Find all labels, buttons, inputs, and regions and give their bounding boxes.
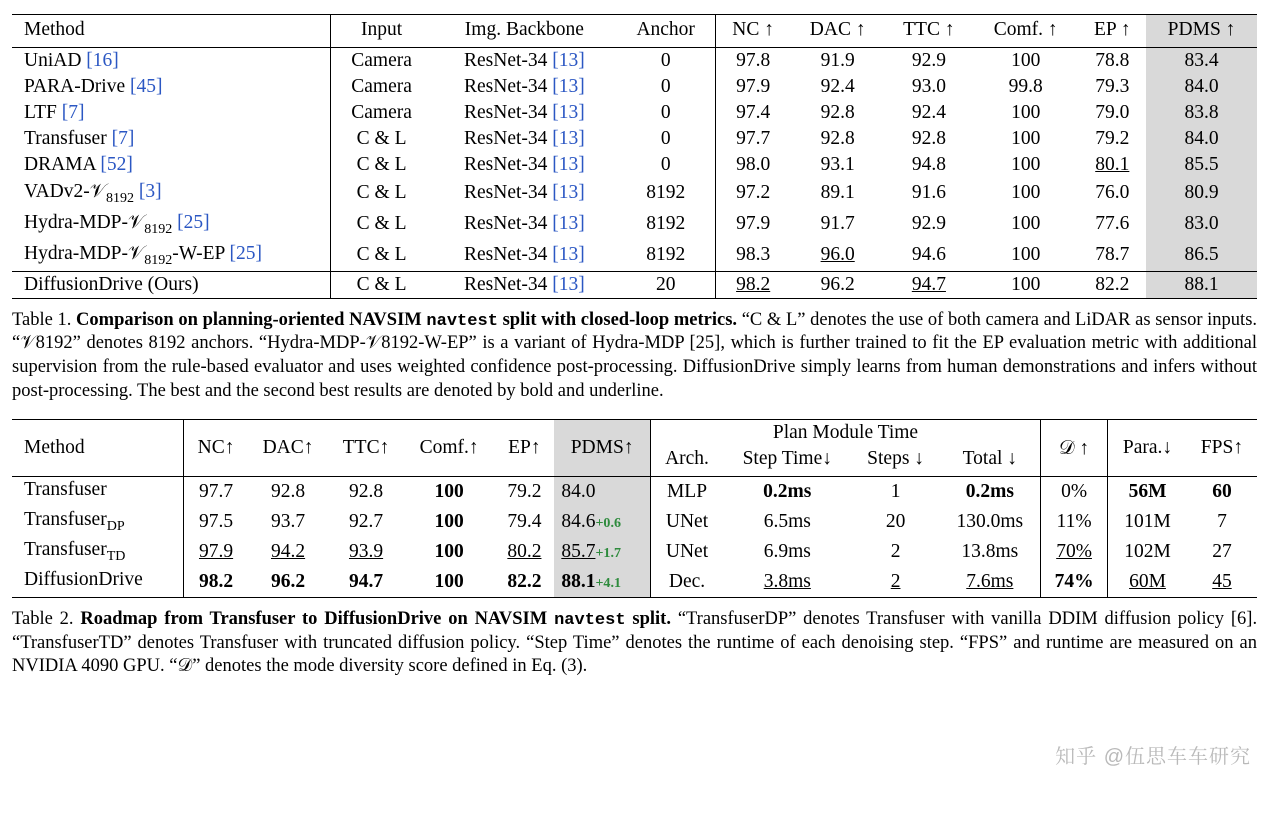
table-1-header-input: Input <box>331 15 433 48</box>
table-2-cell-ttc: 93.9 <box>348 541 384 563</box>
table-1-cell-anchor: 0 <box>617 48 716 75</box>
table-2-cell-nc: 97.5 <box>184 507 248 537</box>
table-1-cell-nc: 97.9 <box>715 74 790 100</box>
table-2-cell-diversity: 0% <box>1041 477 1108 507</box>
table-1-cell-method <box>12 74 331 100</box>
table-2-cell-ep: 79.4 <box>507 511 542 533</box>
table-2-cell-total: 130.0ms <box>956 511 1024 533</box>
table-1-cell-anchor: 0 <box>660 128 671 149</box>
table-1-cell-dac: 93.1 <box>820 154 855 175</box>
watermark: 知乎 @伍思车车研究 <box>1055 746 1251 768</box>
table-2-cell-para: 101M <box>1108 507 1187 537</box>
table-1-cell-ep: 82.2 <box>1078 271 1146 298</box>
table-1-cell-input: C & L <box>331 209 433 240</box>
table-2-cell-pdms: 84.0 <box>554 477 650 507</box>
method-name: PARA-Drive <box>24 76 126 97</box>
table-1-cell-input: Camera <box>331 74 433 100</box>
table-1-cell-ep: 80.1 <box>1095 154 1130 175</box>
table-1-cell-nc: 97.7 <box>715 126 790 152</box>
table-2-cell-dac: 93.7 <box>270 511 306 533</box>
method-name: LTF <box>24 102 57 123</box>
table-1-cell-backbone: ResNet-34 [13] <box>463 182 585 204</box>
table-2-cell-steps: 20 <box>885 511 906 533</box>
citation-ref[interactable]: [25] <box>177 211 210 233</box>
table-1-cell-backbone: ResNet-34 [13] <box>432 240 617 271</box>
table-1-cell-ttc: 94.8 <box>911 154 946 175</box>
table-2-cell-para: 56M <box>1108 477 1187 507</box>
table-1-cell-backbone: ResNet-34 [13] <box>463 76 585 97</box>
table-2-header-nc: NC↑ <box>184 420 248 477</box>
table-row <box>12 152 1257 178</box>
table-1-cell-anchor: 8192 <box>646 182 686 204</box>
table-1-header-ttc: TTC ↑ <box>885 15 973 48</box>
table-2-cell-step-time: 0.2ms <box>723 477 852 507</box>
table-2-header-step-time: Step Time↓ <box>742 448 832 470</box>
table-2-cell-pdms: 88.1+4.1 <box>554 567 650 597</box>
table-2-cell-total: 7.6ms <box>940 567 1041 597</box>
table-2-header-dac: DAC↑ <box>248 420 329 477</box>
table-1-cell-pdms: 80.9 <box>1146 178 1257 209</box>
table-1-cell-nc: 97.4 <box>715 100 790 126</box>
table-1-cell-backbone: ResNet-34 [13] <box>463 154 585 175</box>
table-1-cell-nc: 98.2 <box>715 271 790 298</box>
table-1-cell-dac: 92.4 <box>820 76 855 97</box>
table-2-cell-total: 13.8ms <box>961 541 1019 563</box>
caption-label: Table 1. <box>12 309 72 330</box>
citation-ref[interactable]: [13] <box>552 244 585 266</box>
table-1-cell-ttc: 94.6 <box>885 240 973 271</box>
caption-title-mono: navtest <box>554 611 626 631</box>
table-2-cell-pdms: 85.7+1.7 <box>554 537 650 567</box>
table-2-header-arch: Arch. <box>650 446 723 477</box>
table-1-cell-input: C & L <box>331 126 433 152</box>
table-2-cell-comf: 100 <box>434 541 464 563</box>
table-2-cell-comf: 100 <box>404 477 495 507</box>
table-1 <box>12 14 1257 299</box>
table-1-cell-dac: 96.2 <box>791 271 885 298</box>
citation-ref[interactable]: [13] <box>552 76 585 97</box>
table-row <box>12 240 1257 271</box>
table-row <box>12 537 1257 567</box>
table-1-cell-pdms: 84.0 <box>1146 74 1257 100</box>
table-2-cell-fps: 7 <box>1217 511 1227 533</box>
table-1-cell-pdms: 83.0 <box>1146 209 1257 240</box>
table-1-cell-backbone: ResNet-34 [13] <box>463 128 585 149</box>
table-2-header-total: Total ↓ <box>962 448 1018 470</box>
table-1-cell-ep: 77.6 <box>1095 213 1130 235</box>
method-name: Hydra-MDP-𝒱 <box>24 211 145 233</box>
table-1-cell-dac: 92.8 <box>820 102 855 123</box>
citation-ref[interactable]: [7] <box>111 128 135 149</box>
citation-ref[interactable]: [13] <box>552 154 585 175</box>
method-suffix: -W-EP <box>172 242 225 264</box>
method-name: VADv2-𝒱 <box>24 181 106 202</box>
table-row <box>12 48 1257 75</box>
table-2-cell-arch: MLP <box>650 477 723 507</box>
table-2-cell-diversity: 11% <box>1041 507 1108 537</box>
table-1-cell-comf: 100 <box>1011 154 1041 175</box>
table-row <box>12 74 1257 100</box>
caption-title-mono: navtest <box>426 311 498 331</box>
table-2-cell-ttc: 92.7 <box>348 511 384 533</box>
table-2-caption <box>12 608 1257 679</box>
table-2-cell-arch: UNet <box>650 537 723 567</box>
table-1-cell-dac: 92.8 <box>820 128 855 149</box>
table-2-header-diversity: 𝒟 ↑ <box>1041 420 1108 477</box>
citation-ref[interactable]: [13] <box>552 273 585 295</box>
table-1-cell-backbone: ResNet-34 [13] <box>463 213 585 235</box>
table-row <box>12 100 1257 126</box>
caption-body: “C & L” denotes the use of both camera and LiDAR as sensor inputs. “𝒱8192” denotes 8192 anchors. “Hydra-MDP-𝒱8192-W-EP” is a variant of Hydra-MDP [25], which is further trained to fit the EP evaluation metric with additional supervision from the rule-based evaluator and uses weighted confidence post-processing. DiffusionDrive simply learns from human demonstrations and infers without post-processing. The best and the second best results are denoted by bold and underline. <box>12 309 1258 401</box>
table-2-cell-fps: 45 <box>1187 567 1257 597</box>
caption-label: Table 2. <box>12 609 74 630</box>
table-2-cell-diversity: 74% <box>1041 567 1108 597</box>
citation-ref[interactable]: [52] <box>100 154 133 175</box>
table-2-cell-method: DiffusionDrive <box>12 567 184 597</box>
table-1-final-row <box>12 271 1257 298</box>
table-2-cell-method: Transfuser$_{DP}$ <box>24 509 125 535</box>
table-1-cell-pdms: 88.1 <box>1146 271 1257 298</box>
table-1-cell-nc: 98.0 <box>715 152 790 178</box>
table-1-cell-comf: 100 <box>1011 182 1041 204</box>
table-2-cell-para: 102M <box>1108 537 1187 567</box>
table-1-cell-pdms: 84.0 <box>1146 126 1257 152</box>
table-row <box>12 209 1257 240</box>
citation-ref[interactable]: [13] <box>552 182 585 204</box>
table-1-cell-backbone: ResNet-34 [13] <box>432 48 617 75</box>
table-2-cell-ep: 82.2 <box>495 567 555 597</box>
table-1-cell-ttc: 91.6 <box>911 182 946 204</box>
method-subscript: 8192 <box>144 220 173 237</box>
caption-body: “TransfuserDP” denotes Transfuser with vanilla DDIM diffusion policy [6]. “TransfuserTD” denotes Transfuser with truncated diffusion policy. “Step Time” denotes the runtime of each denoising step. “FPS” and runtime are measured on an NVIDIA 4090 GPU. “𝒟” denotes the mode diversity score defined in Eq. (3). <box>12 609 1258 677</box>
table-2-cell-step-time: 6.5ms <box>763 511 811 533</box>
table-1-cell-anchor: 0 <box>660 102 671 123</box>
table-row <box>12 178 1257 209</box>
table-1-cell-comf: 100 <box>973 48 1079 75</box>
table-1-header-method: Method <box>12 15 331 48</box>
citation-ref[interactable]: [13] <box>552 213 585 235</box>
table-1-cell-method <box>12 48 331 75</box>
table-1-cell-ep: 78.7 <box>1078 240 1146 271</box>
table-1-cell-ep: 76.0 <box>1095 182 1130 204</box>
table-2-cell-step-time: 6.9ms <box>763 541 811 563</box>
table-2-cell-ep: 79.2 <box>495 477 555 507</box>
caption-title-a: Comparison on planning-oriented NAVSIM <box>76 309 422 330</box>
table-2-body <box>12 420 1257 598</box>
table-1-cell-anchor: 0 <box>660 154 671 175</box>
table-2-header-fps: FPS↑ <box>1187 420 1257 477</box>
table-2-cell-step-time: 3.8ms <box>723 567 852 597</box>
method-name: Transfuser <box>24 128 107 149</box>
method-name: UniAD <box>24 50 82 71</box>
table-2-header-ttc: TTC↑ <box>328 420 403 477</box>
caption-title-a: Roadmap from Transfuser to DiffusionDrive on NAVSIM <box>80 609 548 630</box>
table-1-body <box>12 15 1257 299</box>
table-1-cell-anchor: 20 <box>617 271 716 298</box>
table-1-cell-ep: 78.8 <box>1078 48 1146 75</box>
table-2-cell-comf: 100 <box>404 567 495 597</box>
table-1-cell-input: C & L <box>331 240 433 271</box>
table-1-cell-ttc: 94.7 <box>885 271 973 298</box>
table-1-cell-nc: 97.2 <box>715 178 790 209</box>
table-1-cell-backbone: ResNet-34 [13] <box>463 102 585 123</box>
table-1-cell-nc: 97.9 <box>715 209 790 240</box>
citation-ref[interactable]: [45] <box>130 76 163 97</box>
table-2 <box>12 419 1257 598</box>
table-2-cell-dac: 94.2 <box>270 541 306 563</box>
table-2-header-comf: Comf.↑ <box>404 420 495 477</box>
table-1-cell-method <box>12 152 331 178</box>
table-1-header-pdms: PDMS ↑ <box>1146 15 1257 48</box>
table-1-cell-anchor: 0 <box>660 76 671 97</box>
table-1-cell-comf: 100 <box>973 271 1079 298</box>
caption-title-b: split. <box>632 609 671 630</box>
table-1-cell-pdms: 85.5 <box>1146 152 1257 178</box>
table-1-cell-input: C & L <box>331 178 433 209</box>
citation-ref[interactable]: [13] <box>552 50 585 71</box>
citation-ref[interactable]: [13] <box>552 102 585 123</box>
table-1-cell-backbone: ResNet-34 [13] <box>432 271 617 298</box>
table-2-header-steps: Steps ↓ <box>867 448 925 470</box>
table-2-cell-arch: Dec. <box>650 567 723 597</box>
table-2-cell-steps: 2 <box>890 541 901 563</box>
table-2-group-header-row <box>12 420 1257 447</box>
table-2-cell-fps: 60 <box>1187 477 1257 507</box>
table-2-cell-fps: 27 <box>1212 541 1232 563</box>
table-1-cell-nc: 97.8 <box>715 48 790 75</box>
table-1-cell-method <box>12 209 331 240</box>
table-1-cell-method <box>12 126 331 152</box>
table-1-header-anchor: Anchor <box>617 15 716 48</box>
table-1-cell-dac: 89.1 <box>820 182 855 204</box>
table-2-cell-nc: 97.7 <box>184 477 248 507</box>
table-1-cell-ep: 79.2 <box>1095 128 1130 149</box>
citation-ref[interactable]: [7] <box>61 102 85 123</box>
table-1-cell-pdms: 86.5 <box>1146 240 1257 271</box>
table-1-cell-comf: 99.8 <box>1008 76 1043 97</box>
table-2-header-plan-module-time: Plan Module Time <box>650 420 1040 447</box>
table-2-cell-dac: 96.2 <box>248 567 329 597</box>
table-1-cell-ttc: 92.4 <box>911 102 946 123</box>
table-1-cell-ttc: 92.8 <box>911 128 946 149</box>
table-1-caption <box>12 309 1257 404</box>
method-subscript: 8192 <box>105 189 135 206</box>
table-1-cell-input: Camera <box>331 48 433 75</box>
table-1-cell-comf: 100 <box>1011 102 1041 123</box>
table-2-header-method: Method <box>12 420 184 477</box>
table-1-cell-comf: 100 <box>1011 128 1041 149</box>
method-subscript: 8192 <box>144 251 173 268</box>
table-1-cell-comf: 100 <box>973 240 1079 271</box>
citation-ref[interactable]: [13] <box>552 128 585 149</box>
table-2-cell-total: 0.2ms <box>940 477 1041 507</box>
table-1-cell-dac: 91.7 <box>820 213 855 235</box>
table-1-header-ep: EP ↑ <box>1078 15 1146 48</box>
citation-ref[interactable]: [3] <box>138 181 162 202</box>
table-1-cell-ep: 79.3 <box>1095 76 1130 97</box>
table-1-header-backbone: Img. Backbone <box>432 15 617 48</box>
table-row <box>12 567 1257 597</box>
table-1-cell-method: DiffusionDrive (Ours) <box>12 271 331 298</box>
method-name: Hydra-MDP-𝒱 <box>24 242 145 264</box>
table-1-cell-pdms: 83.4 <box>1146 48 1257 75</box>
table-2-cell-ttc: 92.8 <box>328 477 403 507</box>
table-1-cell-input: Camera <box>331 100 433 126</box>
table-1-cell-dac: 96.0 <box>791 240 885 271</box>
table-1-cell-method <box>12 240 331 271</box>
table-row <box>12 477 1257 507</box>
table-1-header-row <box>12 15 1257 48</box>
table-1-cell-comf: 100 <box>1011 213 1041 235</box>
table-2-cell-dac: 92.8 <box>248 477 329 507</box>
table-1-cell-ttc: 92.9 <box>911 213 946 235</box>
citation-ref[interactable]: [25] <box>229 242 263 264</box>
table-1-cell-ttc: 93.0 <box>911 76 946 97</box>
table-1-cell-input: C & L <box>331 152 433 178</box>
table-1-cell-nc: 98.3 <box>715 240 790 271</box>
table-1-cell-anchor: 8192 <box>617 240 716 271</box>
table-1-header-comf: Comf. ↑ <box>973 15 1079 48</box>
table-2-cell-diversity: 70% <box>1041 537 1108 567</box>
table-2-cell-ttc: 94.7 <box>328 567 403 597</box>
table-2-cell-para: 60M <box>1108 567 1187 597</box>
table-1-cell-input: C & L <box>331 271 433 298</box>
table-2-header-ep: EP↑ <box>495 420 555 477</box>
table-2-header-para: Para.↓ <box>1108 420 1187 477</box>
table-row <box>12 126 1257 152</box>
citation-ref[interactable]: [16] <box>86 50 119 71</box>
table-1-header-nc: NC ↑ <box>715 15 790 48</box>
table-2-cell-pdms: 84.6+0.6 <box>554 507 650 537</box>
table-2-cell-comf: 100 <box>434 511 464 533</box>
paper-page <box>0 14 1269 817</box>
table-2-cell-ep: 80.2 <box>507 541 542 563</box>
table-1-cell-ttc: 92.9 <box>885 48 973 75</box>
table-1-cell-method <box>12 100 331 126</box>
table-1-cell-pdms: 83.8 <box>1146 100 1257 126</box>
table-1-cell-ep: 79.0 <box>1095 102 1130 123</box>
table-1-cell-method <box>12 178 331 209</box>
table-1-cell-anchor: 8192 <box>646 213 686 235</box>
table-2-cell-arch: UNet <box>650 507 723 537</box>
caption-title-b: split with closed-loop metrics. <box>502 309 738 330</box>
table-2-cell-method: Transfuser <box>12 477 184 507</box>
table-2-cell-steps: 1 <box>852 477 940 507</box>
table-2-cell-steps: 2 <box>852 567 940 597</box>
table-2-header-pdms: PDMS↑ <box>554 420 650 477</box>
table-2-cell-nc: 98.2 <box>184 567 248 597</box>
table-1-header-dac: DAC ↑ <box>791 15 885 48</box>
table-2-cell-nc: 97.9 <box>184 537 248 567</box>
table-2-cell-method: Transfuser$_{TD}$ <box>24 539 126 565</box>
table-row <box>12 507 1257 537</box>
method-name: DRAMA <box>24 154 96 175</box>
table-1-cell-dac: 91.9 <box>791 48 885 75</box>
